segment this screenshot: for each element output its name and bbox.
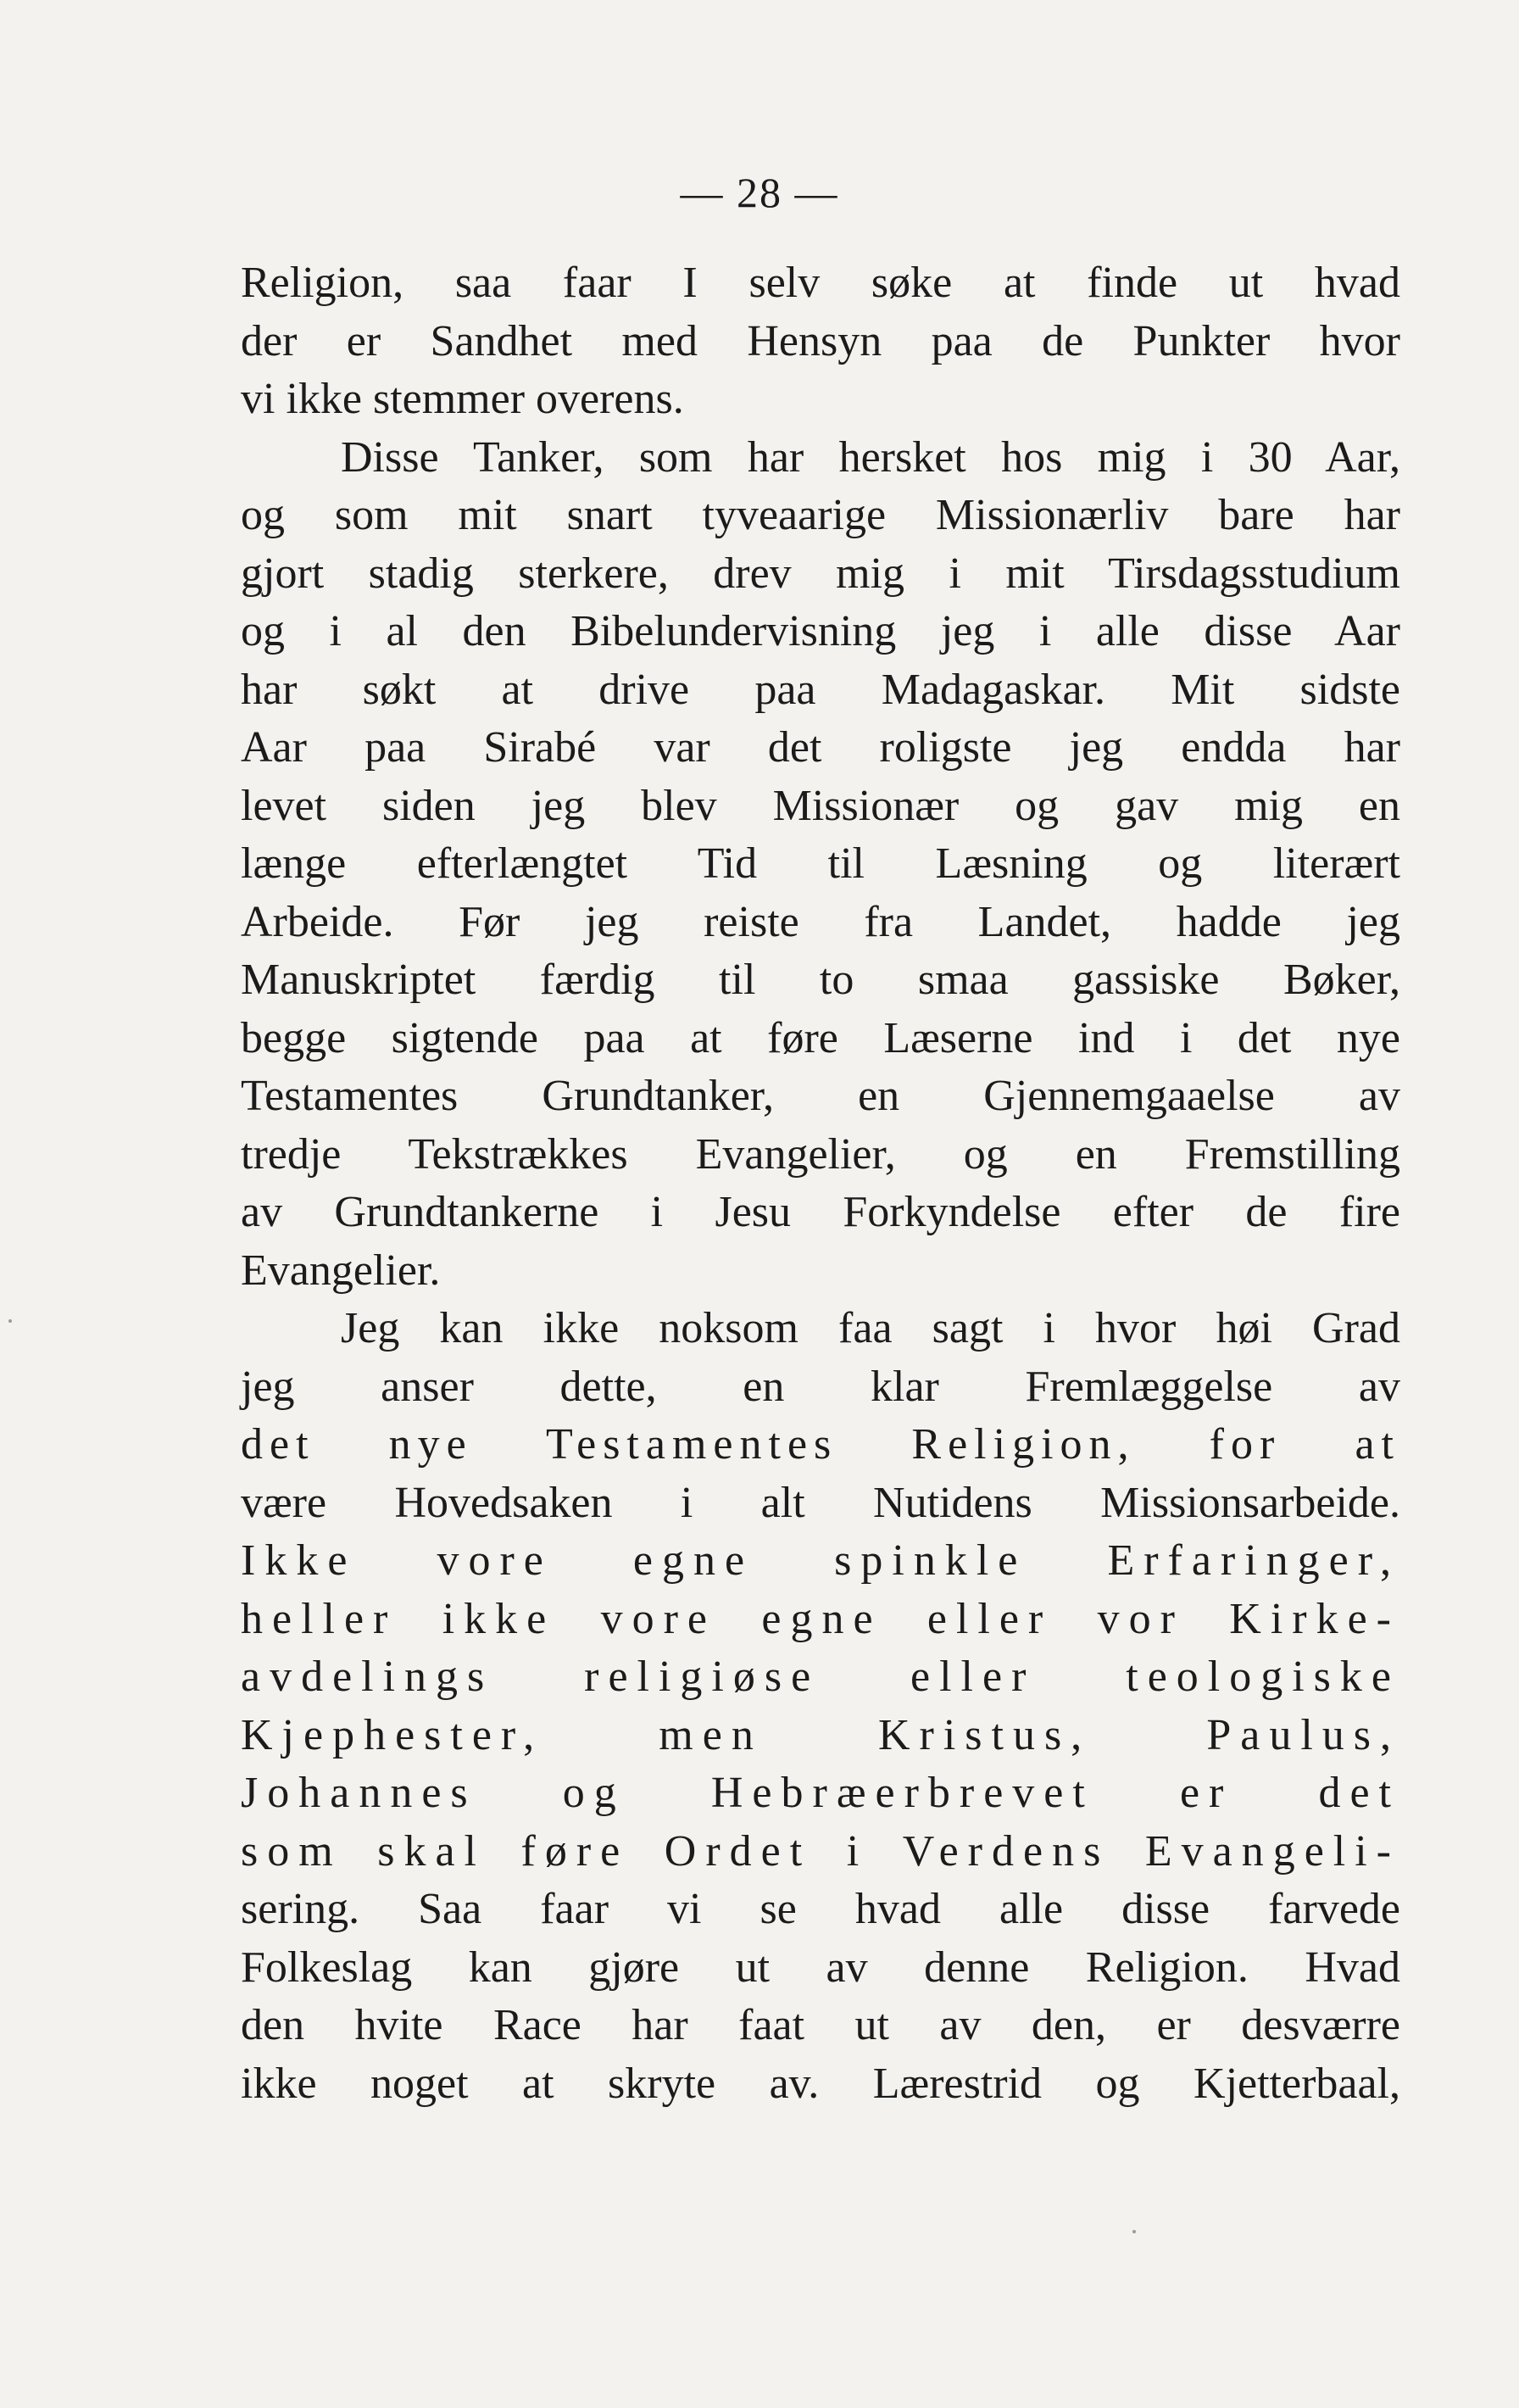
text-line: som skal føre Ordet i Verdens Evangeli- [241, 1826, 1400, 1876]
text-line: det nye Testamentes Religion, for at [241, 1420, 1400, 1469]
text-line: og i al den Bibelundervisning jeg i alle disse Aar [241, 607, 1400, 655]
paragraph [241, 254, 1400, 429]
text-line: heller ikke vore egne eller vor Kirke- [241, 1594, 1400, 1643]
text-line: tredje Tekstrækkes Evangelier, og en Fremstilling [241, 1129, 1400, 1179]
paragraph [241, 1300, 1400, 2113]
text-line: længe efterlængtet Tid til Læsning og literært [241, 839, 1400, 888]
page-number: — 28 — [680, 169, 839, 216]
text-line: jeg anser dette, en klar Fremlæggelse av [241, 1362, 1400, 1411]
text-line: Manuskriptet færdig til to smaa gassiske Bøker, [241, 956, 1400, 1004]
text-line: Kjephester, men Kristus, Paulus, [241, 1710, 1400, 1759]
text-line: Testamentes Grundtanker, en Gjennemgaaelse av [241, 1072, 1400, 1120]
text-line: av Grundtankerne i Jesu Forkyndelse efter de fire [241, 1188, 1400, 1236]
body-text [241, 254, 1400, 2113]
text-line: den hvite Race har faat ut av den, er desværre [241, 2001, 1400, 2049]
text-line: der er Sandhet med Hensyn paa de Punkter hvor [241, 316, 1400, 365]
text-line: gjort stadig sterkere, drev mig i mit Tirsdagsstudium [241, 549, 1400, 598]
text-line: Disse Tanker, som har hersket hos mig i 30 Aar, [341, 432, 1400, 482]
text-line: Folkeslag kan gjøre ut av denne Religion. Hvad [241, 1943, 1400, 1992]
text-line: avdelings religiøse eller teologiske [241, 1653, 1400, 1701]
scan-speck [8, 1319, 12, 1323]
text-line: begge sigtende paa at føre Læserne ind i det nye [241, 1013, 1400, 1062]
text-line: levet siden jeg blev Missionær og gav mig en [241, 781, 1400, 830]
text-line: og som mit snart tyveaarige Missionærliv bare har [241, 491, 1400, 539]
text-line: ikke noget at skryte av. Lærestrid og Kjetterbaal, [241, 2059, 1400, 2108]
text-line: sering. Saa faar vi se hvad alle disse farvede [241, 1885, 1400, 1933]
text-line: Ikke vore egne spinkle Erfaringer, [241, 1536, 1400, 1585]
text-line: Jeg kan ikke noksom faa sagt i hvor høi Grad [341, 1304, 1400, 1352]
text-line: vi ikke stemmer overens. [241, 375, 684, 423]
text-line: Religion, saa faar I selv søke at finde ut hvad [241, 259, 1400, 307]
text-line: Johannes og Hebræerbrevet er det [241, 1769, 1400, 1817]
text-line: har søkt at drive paa Madagaskar. Mit sidste [241, 665, 1400, 714]
text-line: Evangelier. [241, 1246, 441, 1295]
text-line: Arbeide. Før jeg reiste fra Landet, hadde jeg [241, 897, 1400, 946]
scan-speck [1132, 2230, 1136, 2233]
paragraph [241, 429, 1400, 1301]
text-line: Aar paa Sirabé var det roligste jeg endda har [241, 723, 1400, 772]
text-line: være Hovedsaken i alt Nutidens Missionsarbeide. [241, 1478, 1400, 1527]
